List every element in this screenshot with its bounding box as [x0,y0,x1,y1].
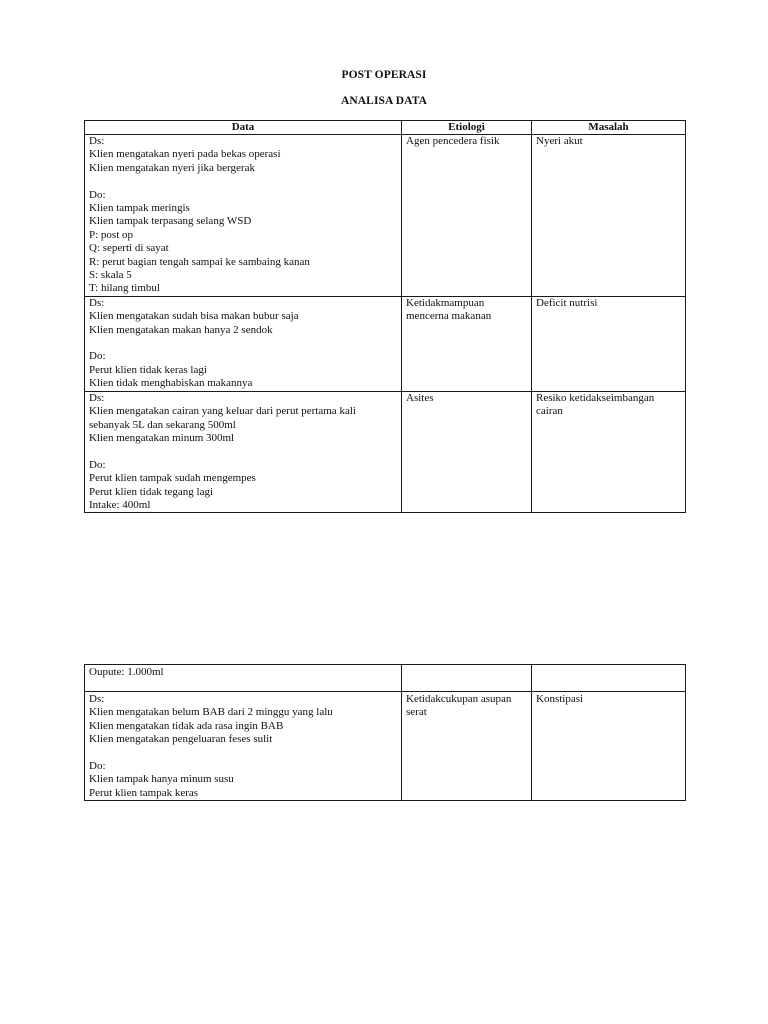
data-cell [85,296,402,391]
data-line: Klien mengatakan nyeri jika bergerak [89,161,255,174]
table-row [85,665,686,692]
data-line: R: perut bagian tengah sampai ke sambaing kanan [89,255,310,268]
data-line: sebanyak 5L dan sekarang 500ml [89,418,236,431]
data-line: Ds: [89,693,105,705]
data-line: T: hilang timbul [89,282,160,295]
data-line: Klien mengatakan belum BAB dari 2 minggu yang lalu [89,706,333,719]
masalah-cell [532,665,686,692]
masalah-text: Resiko ketidakseimbangan [536,391,655,404]
data-line: Klien mengatakan tidak ada rasa ingin BAB [89,719,284,732]
data-line: Oupute: 1.000ml [89,666,164,678]
data-line: Klien mengatakan minum 300ml [89,431,235,444]
data-line: Do: [89,458,106,471]
table-row [85,692,686,801]
data-line: Perut klien tidak keras lagi [89,363,207,376]
data-line: P: post op [89,228,134,241]
data-cell [85,692,402,801]
data-line: Klien mengatakan pengeluaran feses sulit [89,733,273,746]
data-line: Klien tampak hanya minum susu [89,773,234,786]
page-title: POST OPERASI [341,69,427,81]
header-data: Data [85,121,402,135]
blank-line [89,445,397,458]
etiologi-cell [402,665,532,692]
masalah-cell [532,391,686,513]
data-line: Klien tampak terpasang selang WSD [89,215,252,228]
etiologi-cell [402,391,532,513]
table-row [85,391,686,513]
data-line: Klien tampak meringis [89,202,190,215]
data-line: Perut klien tampak sudah mengempes [89,472,256,485]
masalah-cell [532,692,686,801]
etiologi-text: Ketidakcukupan asupan [406,693,512,705]
etiologi-text: mencerna makanan [406,310,492,323]
masalah-text: Konstipasi [536,693,584,705]
data-line: Perut klien tampak keras [89,786,199,799]
header-etiologi: Etiologi [402,121,532,135]
data-line: Do: [89,188,106,201]
data-line: Ds: [89,296,105,309]
analysis-table-continued [84,664,686,801]
data-line: Intake: 400ml [89,498,151,511]
table-row [85,135,686,297]
etiologi-cell [402,135,532,297]
data-cell [85,391,402,513]
data-line: Q: seperti di sayat [89,242,169,255]
data-line: Do: [89,760,106,773]
data-cell [85,135,402,297]
data-line: Do: [89,350,106,363]
table-header-row [85,121,686,135]
data-line: Klien tidak menghabiskan makannya [89,377,253,390]
etiologi-text: serat [406,706,427,719]
data-line: Klien mengatakan nyeri pada bekas operasi [89,148,281,161]
blank-line [89,175,397,188]
data-line: Perut klien tidak tegang lagi [89,485,214,498]
blank-line [89,337,397,350]
masalah-text: Nyeri akut [536,135,583,147]
etiologi-text: Asites [406,391,434,404]
masalah-text: Deficit nutrisi [536,296,598,309]
header-masalah: Masalah [532,121,686,135]
etiologi-cell [402,692,532,801]
table-row [85,296,686,391]
data-line: S: skala 5 [89,269,132,282]
data-cell [85,665,402,692]
page-subtitle: ANALISA DATA [340,95,428,107]
masalah-cell [532,135,686,297]
data-line: Ds: [89,391,105,404]
etiologi-text: Ketidakmampuan [406,296,485,309]
etiologi-text: Agen pencedera fisik [406,135,500,147]
etiologi-cell [402,296,532,391]
data-line: Klien mengatakan sudah bisa makan bubur saja [89,310,299,323]
analysis-table [84,120,686,513]
masalah-text: cairan [536,405,563,418]
masalah-cell [532,296,686,391]
data-line: Klien mengatakan makan hanya 2 sendok [89,323,273,336]
blank-line [89,747,397,760]
data-line: Ds: [89,135,105,147]
data-line: Klien mengatakan cairan yang keluar dari perut pertama kali [89,405,356,418]
